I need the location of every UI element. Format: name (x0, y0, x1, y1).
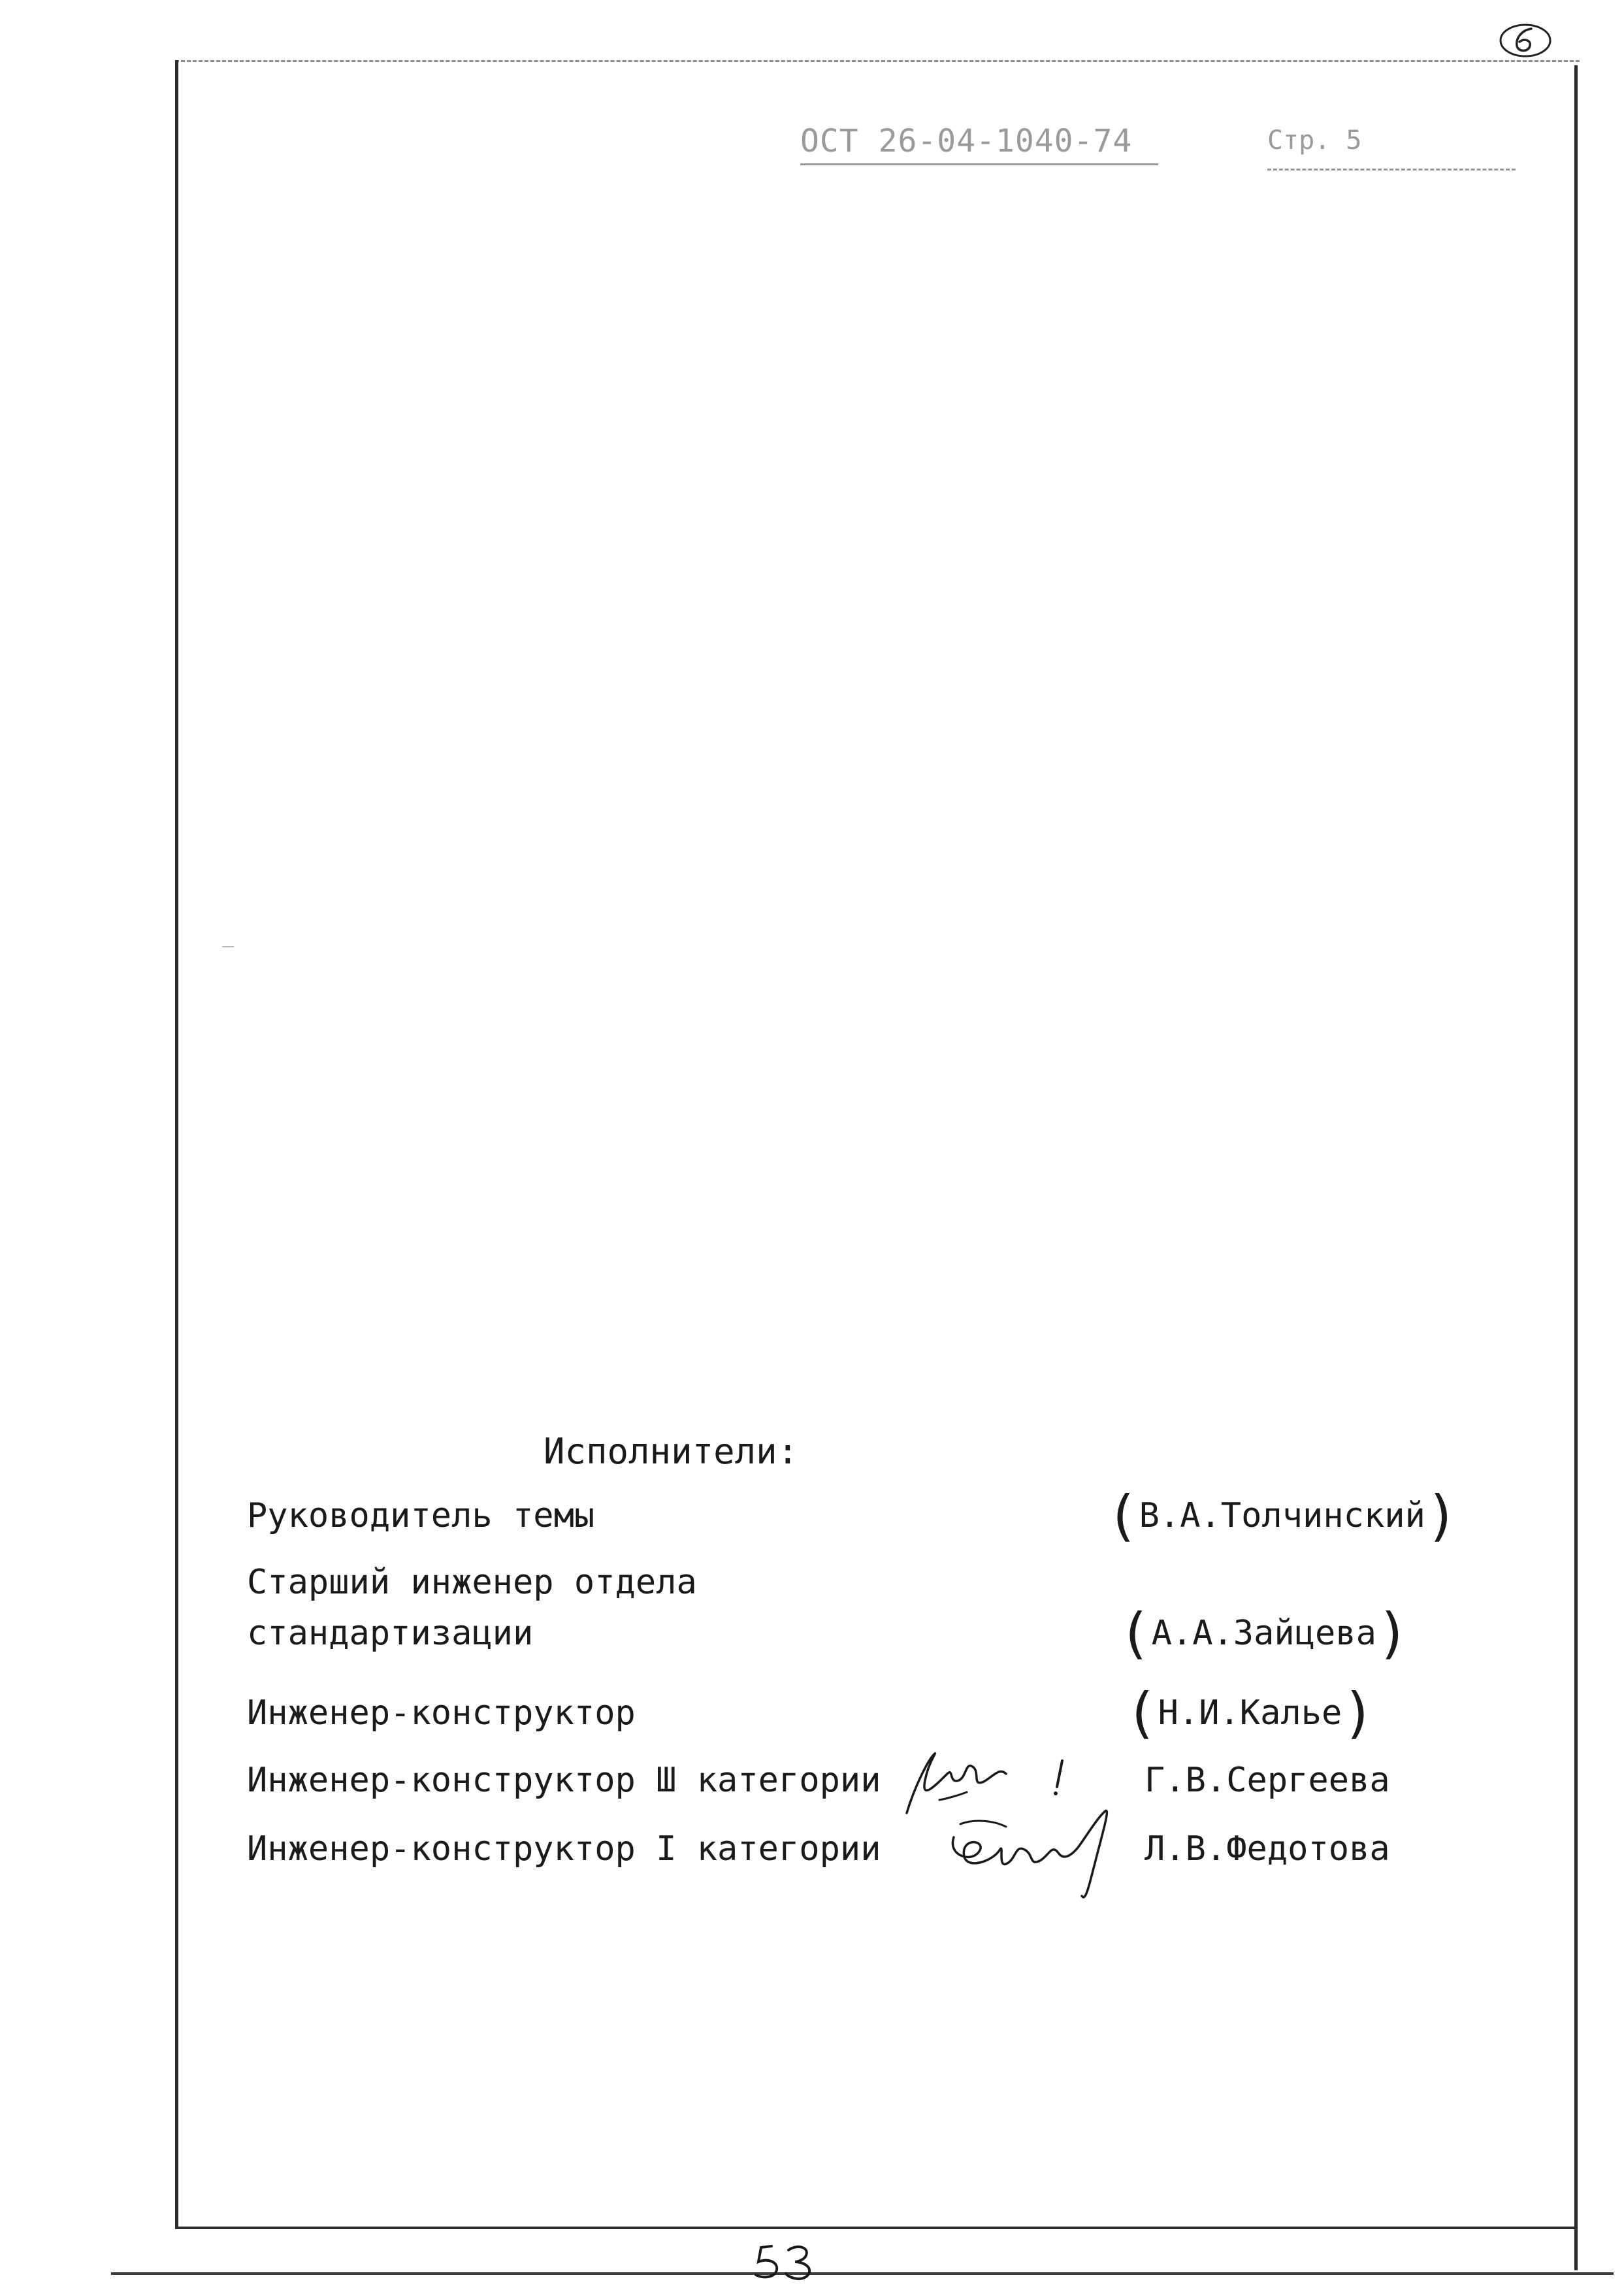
performers-heading: Исполнители: (544, 1431, 799, 1472)
frame-left-border (175, 60, 178, 2228)
row-title-1: Руководитель темы (247, 1496, 595, 1535)
row-title-3: Инженер-конструктор (247, 1693, 636, 1733)
row-title-2-line2: стандартизации (247, 1614, 534, 1653)
person-name: Н.И.Калье (1158, 1693, 1342, 1733)
row-title-4: Инженер-конструктор Ш категории (247, 1761, 881, 1800)
row-name-4: Г.В.Сергеева (1145, 1761, 1390, 1800)
handwritten-page-number (748, 2240, 826, 2285)
close-paren: ) (1425, 1484, 1459, 1548)
frame-bottom-border (175, 2227, 1577, 2229)
row-name-1 (1106, 1484, 1459, 1548)
circled-sheet-number (1496, 20, 1555, 60)
page-bottom-edge (111, 2272, 1614, 2275)
person-name: А.А.Зайцева (1151, 1614, 1376, 1653)
row-title-2: Старший инженер отдела (247, 1563, 697, 1602)
row-name-5: Л.В.Федотова (1145, 1829, 1390, 1869)
open-paren: ( (1118, 1601, 1152, 1665)
open-paren: ( (1106, 1484, 1139, 1548)
page-label: Стр. 5 (1267, 125, 1362, 155)
frame-top-border (175, 60, 1580, 62)
page-label-underline (1267, 169, 1516, 171)
open-paren: ( (1125, 1681, 1158, 1745)
document-code: ОСТ 26-04-1040-74 (800, 123, 1158, 165)
close-paren: ) (1342, 1681, 1375, 1745)
row-name-3 (1125, 1681, 1375, 1745)
close-paren: ) (1376, 1601, 1410, 1665)
row-title-5: Инженер-конструктор I категории (247, 1829, 881, 1869)
signature-fedotova (934, 1798, 1130, 1909)
stray-mark (222, 946, 234, 947)
row-name-2 (1118, 1601, 1410, 1665)
frame-right-border (1574, 65, 1578, 2270)
person-name: В.А.Толчинский (1139, 1496, 1425, 1535)
